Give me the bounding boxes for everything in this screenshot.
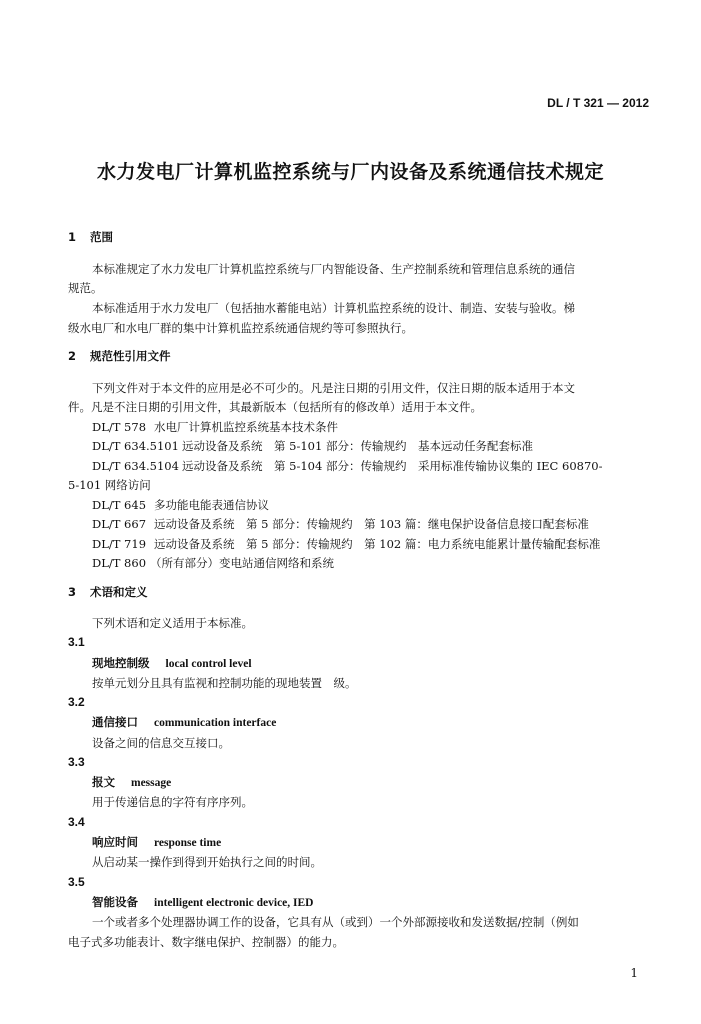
term-heading [92, 774, 171, 791]
paragraph-line: 规范。 [68, 281, 103, 295]
reference-title: 远动设备及系统 第 5 部分：传输规约 第 103 篇：继电保护设备信息接口配套标准 [154, 517, 589, 531]
paragraph-line: 下列文件对于本文件的应用是必不可少的。凡是注日期的引用文件，仅注日期的版本适用于本文 [92, 381, 575, 395]
document-code: DL / T 321 — 2012 [547, 96, 649, 110]
term-heading [92, 714, 276, 731]
reference-code: DL/T 667 [92, 517, 147, 531]
term-chinese: 报文 [92, 775, 115, 789]
section-1-heading [68, 229, 113, 245]
term-english: message [131, 777, 172, 789]
reference-title: 远动设备及系统 第 5-104 部分：传输规约 采用标准传输协议集的 IEC 60870- [182, 459, 603, 473]
paragraph-line: 下列术语和定义适用于本标准。 [92, 616, 253, 630]
reference-item [92, 438, 533, 454]
section-3-heading [68, 584, 148, 600]
term-number: 3.4 [68, 815, 85, 829]
term-chinese: 现地控制级 [92, 656, 150, 670]
page-number: 1 [630, 966, 638, 980]
term-heading [92, 894, 313, 911]
term-english: response time [154, 837, 222, 849]
reference-code: DL/T 719 [92, 537, 147, 551]
reference-item [92, 555, 334, 571]
paragraph-line: 件。凡是不注日期的引用文件，其最新版本（包括所有的修改单）适用于本文件。 [68, 400, 482, 414]
term-chinese: 智能设备 [92, 895, 138, 909]
paragraph-line: 本标准规定了水力发电厂计算机监控系统与厂内智能设备、生产控制系统和管理信息系统的通信 [92, 262, 575, 276]
reference-title: （所有部分）变电站通信网络和系统 [150, 556, 334, 570]
reference-code: DL/T 860 [92, 556, 147, 570]
term-definition: 从启动某一操作到得到开始执行之间的时间。 [92, 855, 322, 869]
reference-code: DL/T 634.5101 [92, 439, 179, 453]
reference-item [92, 419, 338, 435]
reference-title: 5-101 网络访问 [68, 478, 151, 492]
term-heading [92, 655, 252, 672]
reference-code: DL/T 634.5104 [92, 459, 179, 473]
term-definition: 一个或者多个处理器协调工作的设备，它具有从（或到）一个外部源接收和发送数据/控制（例如 [92, 915, 579, 929]
reference-item-continuation [68, 477, 151, 493]
section-number: 1 [68, 230, 77, 244]
section-number: 3 [68, 585, 77, 599]
reference-title: 水电厂计算机监控系统基本技术条件 [154, 420, 338, 434]
term-definition: 用于传递信息的字符有序序列。 [92, 795, 253, 809]
term-english: communication interface [154, 717, 277, 729]
term-number: 3.5 [68, 875, 85, 889]
reference-code: DL/T 645 [92, 498, 147, 512]
section-title: 范围 [90, 230, 113, 244]
term-chinese: 响应时间 [92, 835, 138, 849]
term-english: local control level [165, 658, 252, 670]
reference-item [92, 458, 602, 474]
reference-title: 远动设备及系统 第 5-101 部分：传输规约 基本远动任务配套标准 [182, 439, 533, 453]
paragraph-line: 级水电厂和水电厂群的集中计算机监控系统通信规约等可参照执行。 [68, 321, 413, 335]
term-definition-continuation: 电子式多功能表计、数字继电保护、控制器）的能力。 [68, 935, 344, 949]
reference-code: DL/T 578 [92, 420, 147, 434]
reference-item [92, 497, 269, 513]
term-definition: 设备之间的信息交互接口。 [92, 736, 230, 750]
section-2-heading [68, 348, 171, 364]
term-number: 3.3 [68, 755, 85, 769]
document-title: 水力发电厂计算机监控系统与厂内设备及系统通信技术规定 [96, 161, 604, 183]
section-title: 术语和定义 [90, 585, 148, 599]
reference-title: 远动设备及系统 第 5 部分：传输规约 第 102 篇：电力系统电能累计量传输配套标准 [154, 537, 601, 551]
term-number: 3.2 [68, 695, 85, 709]
reference-title: 多功能电能表通信协议 [154, 498, 269, 512]
term-number: 3.1 [68, 635, 85, 649]
term-heading [92, 834, 221, 851]
section-title: 规范性引用文件 [90, 349, 171, 363]
reference-item [92, 516, 589, 532]
paragraph-line: 本标准适用于水力发电厂（包括抽水蓄能电站）计算机监控系统的设计、制造、安装与验收。梯 [92, 301, 575, 315]
term-chinese: 通信接口 [92, 715, 138, 729]
reference-item [92, 536, 600, 552]
term-english: intelligent electronic device, IED [154, 897, 314, 909]
term-definition: 按单元划分且具有监视和控制功能的现地装置 级。 [92, 676, 357, 690]
section-number: 2 [68, 349, 77, 363]
